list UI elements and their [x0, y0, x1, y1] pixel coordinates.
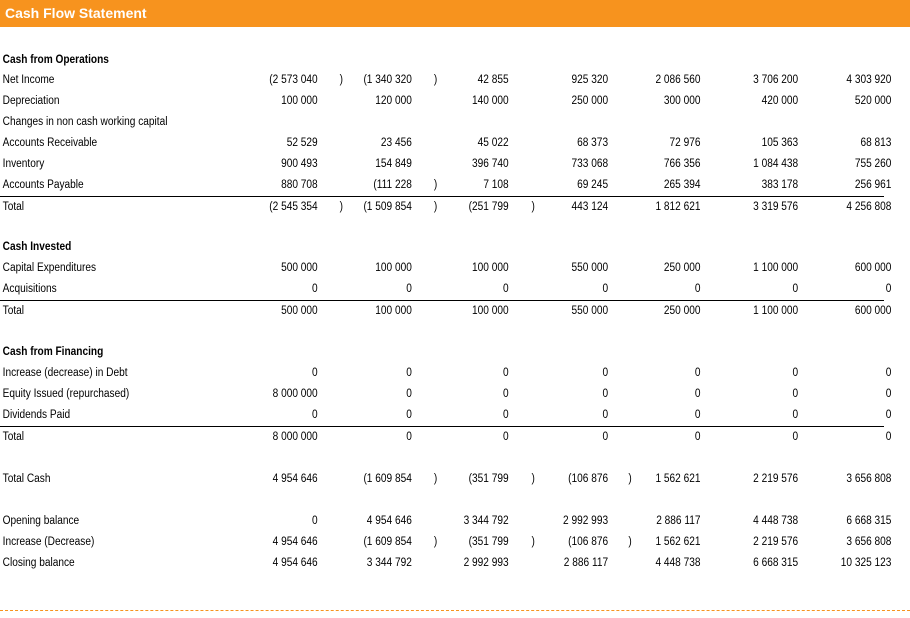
cell-value: 6 668 315	[846, 515, 892, 527]
cell-value: 6 668 315	[753, 557, 799, 569]
cell-value: (106 876	[568, 473, 609, 485]
cell-value: 0	[792, 388, 799, 400]
cell-value: 600 000	[854, 305, 892, 317]
cell-value: 7 108	[483, 179, 509, 191]
negative-paren: )	[339, 201, 344, 213]
balance-row	[0, 555, 892, 571]
cell-value: 100 000	[472, 305, 509, 317]
row-label: Net Income	[2, 74, 55, 86]
cell-value: 3 344 792	[366, 557, 412, 569]
table-row	[0, 260, 892, 276]
cell-value: 4 954 646	[272, 473, 318, 485]
cell-value: 0	[406, 388, 412, 400]
cell-value: 8 000 000	[272, 388, 318, 400]
row-label: Increase (Decrease)	[2, 536, 95, 548]
cell-value: 0	[792, 409, 799, 421]
negative-paren: )	[433, 179, 438, 191]
cell-value: 0	[792, 431, 799, 443]
total-rule	[0, 426, 884, 427]
negative-paren: )	[531, 201, 535, 213]
cell-value: 100 000	[375, 305, 412, 317]
cell-value: 3 656 808	[846, 536, 892, 548]
table-row	[0, 407, 892, 423]
cell-value: 100 000	[375, 262, 412, 274]
cell-value: 520 000	[854, 95, 892, 107]
row-label: Inventory	[2, 158, 45, 170]
cell-value: 0	[602, 431, 609, 443]
cell-value: 0	[885, 283, 892, 295]
cell-value: 2 886 117	[656, 515, 701, 527]
cell-value: 250 000	[663, 262, 701, 274]
row-label: Total	[2, 201, 25, 213]
row-label: Changes in non cash working capital	[2, 116, 168, 128]
row-label: Acquisitions	[2, 283, 57, 295]
negative-paren: )	[628, 473, 632, 485]
row-label: Closing balance	[2, 557, 75, 569]
cell-value: 0	[406, 409, 412, 421]
total-cash-row	[0, 471, 892, 487]
cell-value: 2 219 576	[753, 473, 799, 485]
cell-value: 154 849	[375, 158, 412, 170]
cell-value: 1 100 000	[753, 305, 799, 317]
cell-value: 100 000	[472, 262, 509, 274]
cell-value: 0	[792, 283, 799, 295]
cell-value: (1 609 854	[363, 536, 412, 548]
cell-value: 4 954 646	[272, 536, 318, 548]
cell-value: 4 448 738	[655, 557, 701, 569]
footer-divider	[0, 610, 910, 611]
cell-value: 550 000	[571, 305, 609, 317]
cell-value: 250 000	[571, 95, 609, 107]
cell-value: 0	[602, 388, 609, 400]
cell-value: 0	[694, 431, 701, 443]
cell-value: 0	[503, 283, 509, 295]
cell-value: 140 000	[472, 95, 509, 107]
row-label: Equity Issued (repurchased)	[2, 388, 130, 400]
cell-value: 0	[312, 367, 318, 379]
table-row	[0, 281, 892, 297]
total-row	[0, 429, 892, 445]
row-label: Cash Invested	[2, 241, 72, 253]
cell-value: 8 000 000	[272, 431, 318, 443]
table-row	[0, 114, 801, 130]
cell-value: 4 954 646	[366, 515, 412, 527]
cell-value: 45 022	[477, 137, 509, 149]
cell-value: (106 876	[568, 536, 609, 548]
cell-value: 2 219 576	[753, 536, 799, 548]
table-row	[0, 93, 892, 109]
row-label: Accounts Payable	[2, 179, 84, 191]
cell-value: 265 394	[663, 179, 701, 191]
table-row	[0, 177, 892, 193]
cell-value: 4 448 738	[753, 515, 799, 527]
cell-value: 0	[312, 409, 318, 421]
cell-value: 69 245	[577, 179, 609, 191]
section-header	[0, 52, 801, 68]
cell-value: 105 363	[761, 137, 799, 149]
cell-value: 3 706 200	[753, 74, 799, 86]
table-row	[0, 386, 892, 402]
cell-value: 0	[885, 367, 892, 379]
negative-paren: )	[531, 536, 535, 548]
row-label: Capital Expenditures	[2, 262, 97, 274]
cell-value: 0	[885, 409, 892, 421]
cell-value: 0	[406, 283, 412, 295]
cell-value: 0	[602, 283, 609, 295]
total-rule	[0, 300, 884, 301]
cell-value: 550 000	[571, 262, 609, 274]
row-label: Cash from Operations	[2, 54, 109, 66]
row-label: Increase (decrease) in Debt	[2, 367, 128, 379]
cell-value: (351 799	[468, 473, 509, 485]
cell-value: 0	[406, 367, 412, 379]
cell-value: 1 562 621	[655, 536, 701, 548]
cell-value: 0	[602, 409, 609, 421]
cell-value: 500 000	[281, 305, 318, 317]
row-label: Total	[2, 431, 25, 443]
cell-value: 0	[503, 367, 509, 379]
table-row	[0, 365, 892, 381]
cell-value: 2 992 993	[463, 557, 509, 569]
row-label: Total Cash	[2, 473, 51, 485]
row-label: Depreciation	[2, 95, 60, 107]
negative-paren: )	[433, 536, 438, 548]
cell-value: 383 178	[761, 179, 799, 191]
negative-paren: )	[433, 473, 438, 485]
cell-value: 1 562 621	[655, 473, 701, 485]
cell-value: (2 573 040	[269, 74, 318, 86]
cell-value: 300 000	[663, 95, 701, 107]
cell-value: 0	[694, 409, 701, 421]
cell-value: (111 228	[373, 179, 412, 191]
cell-value: 68 373	[577, 137, 609, 149]
cell-value: 733 068	[571, 158, 609, 170]
cell-value: 1 084 438	[753, 158, 799, 170]
cell-value: 500 000	[281, 262, 318, 274]
cell-value: 2 886 117	[563, 557, 609, 569]
cell-value: 72 976	[669, 137, 701, 149]
negative-paren: )	[531, 473, 535, 485]
cell-value: 0	[503, 431, 509, 443]
cell-value: (2 545 354	[269, 201, 318, 213]
cell-value: 3 344 792	[463, 515, 509, 527]
cell-value: 443 124	[571, 201, 609, 213]
cell-value: 256 961	[854, 179, 892, 191]
section-header	[0, 344, 801, 360]
balance-row	[0, 513, 892, 529]
cell-value: 68 813	[860, 137, 892, 149]
row-label: Cash from Financing	[2, 346, 104, 358]
cell-value: 0	[406, 431, 412, 443]
table-row	[0, 135, 892, 151]
cell-value: 880 708	[281, 179, 318, 191]
row-label: Opening balance	[2, 515, 80, 527]
cell-value: 23 456	[380, 137, 412, 149]
negative-paren: )	[339, 74, 344, 86]
section-header	[0, 239, 801, 255]
negative-paren: )	[628, 536, 632, 548]
sheet-title: Cash Flow Statement	[0, 0, 910, 27]
cell-value: 0	[503, 388, 509, 400]
cell-value: 52 529	[286, 137, 318, 149]
cell-value: 4 303 920	[846, 74, 892, 86]
cell-value: 0	[694, 283, 701, 295]
cell-value: (251 799	[468, 201, 509, 213]
row-label: Dividends Paid	[2, 409, 71, 421]
cell-value: 0	[694, 367, 701, 379]
cell-value: 42 855	[477, 74, 509, 86]
cell-value: 755 260	[854, 158, 892, 170]
cell-value: 0	[312, 283, 318, 295]
cell-value: 2 992 993	[563, 515, 609, 527]
table-row	[0, 156, 892, 172]
cell-value: 2 086 560	[655, 74, 701, 86]
cell-value: 0	[503, 409, 509, 421]
balance-row	[0, 534, 892, 550]
cell-value: 766 356	[663, 158, 701, 170]
cell-value: 3 656 808	[846, 473, 892, 485]
cell-value: (1 509 854	[363, 201, 412, 213]
cell-value: 0	[694, 388, 701, 400]
cell-value: 396 740	[472, 158, 509, 170]
cell-value: 420 000	[761, 95, 799, 107]
total-rule	[0, 196, 884, 197]
negative-paren: )	[433, 201, 438, 213]
cell-value: 1 100 000	[753, 262, 799, 274]
cell-value: (1 340 320	[363, 74, 412, 86]
cell-value: 0	[885, 388, 892, 400]
cell-value: 120 000	[375, 95, 412, 107]
cell-value: 4 256 808	[846, 201, 892, 213]
cell-value: 0	[312, 515, 318, 527]
cell-value: 0	[792, 367, 799, 379]
cell-value: 100 000	[281, 95, 318, 107]
table-row	[0, 72, 892, 88]
cell-value: 250 000	[663, 305, 701, 317]
cell-value: (351 799	[468, 536, 509, 548]
cell-value: 3 319 576	[753, 201, 799, 213]
row-label: Accounts Receivable	[2, 137, 98, 149]
cell-value: (1 609 854	[363, 473, 412, 485]
cell-value: 925 320	[571, 74, 609, 86]
total-row	[0, 303, 892, 319]
cell-value: 1 812 621	[655, 201, 701, 213]
cell-value: 0	[602, 367, 609, 379]
cell-value: 10 325 123	[840, 557, 892, 569]
negative-paren: )	[433, 74, 438, 86]
cell-value: 0	[885, 431, 892, 443]
row-label: Total	[2, 305, 25, 317]
cell-value: 600 000	[854, 262, 892, 274]
cell-value: 900 493	[281, 158, 318, 170]
cell-value: 4 954 646	[272, 557, 318, 569]
total-row	[0, 199, 892, 215]
